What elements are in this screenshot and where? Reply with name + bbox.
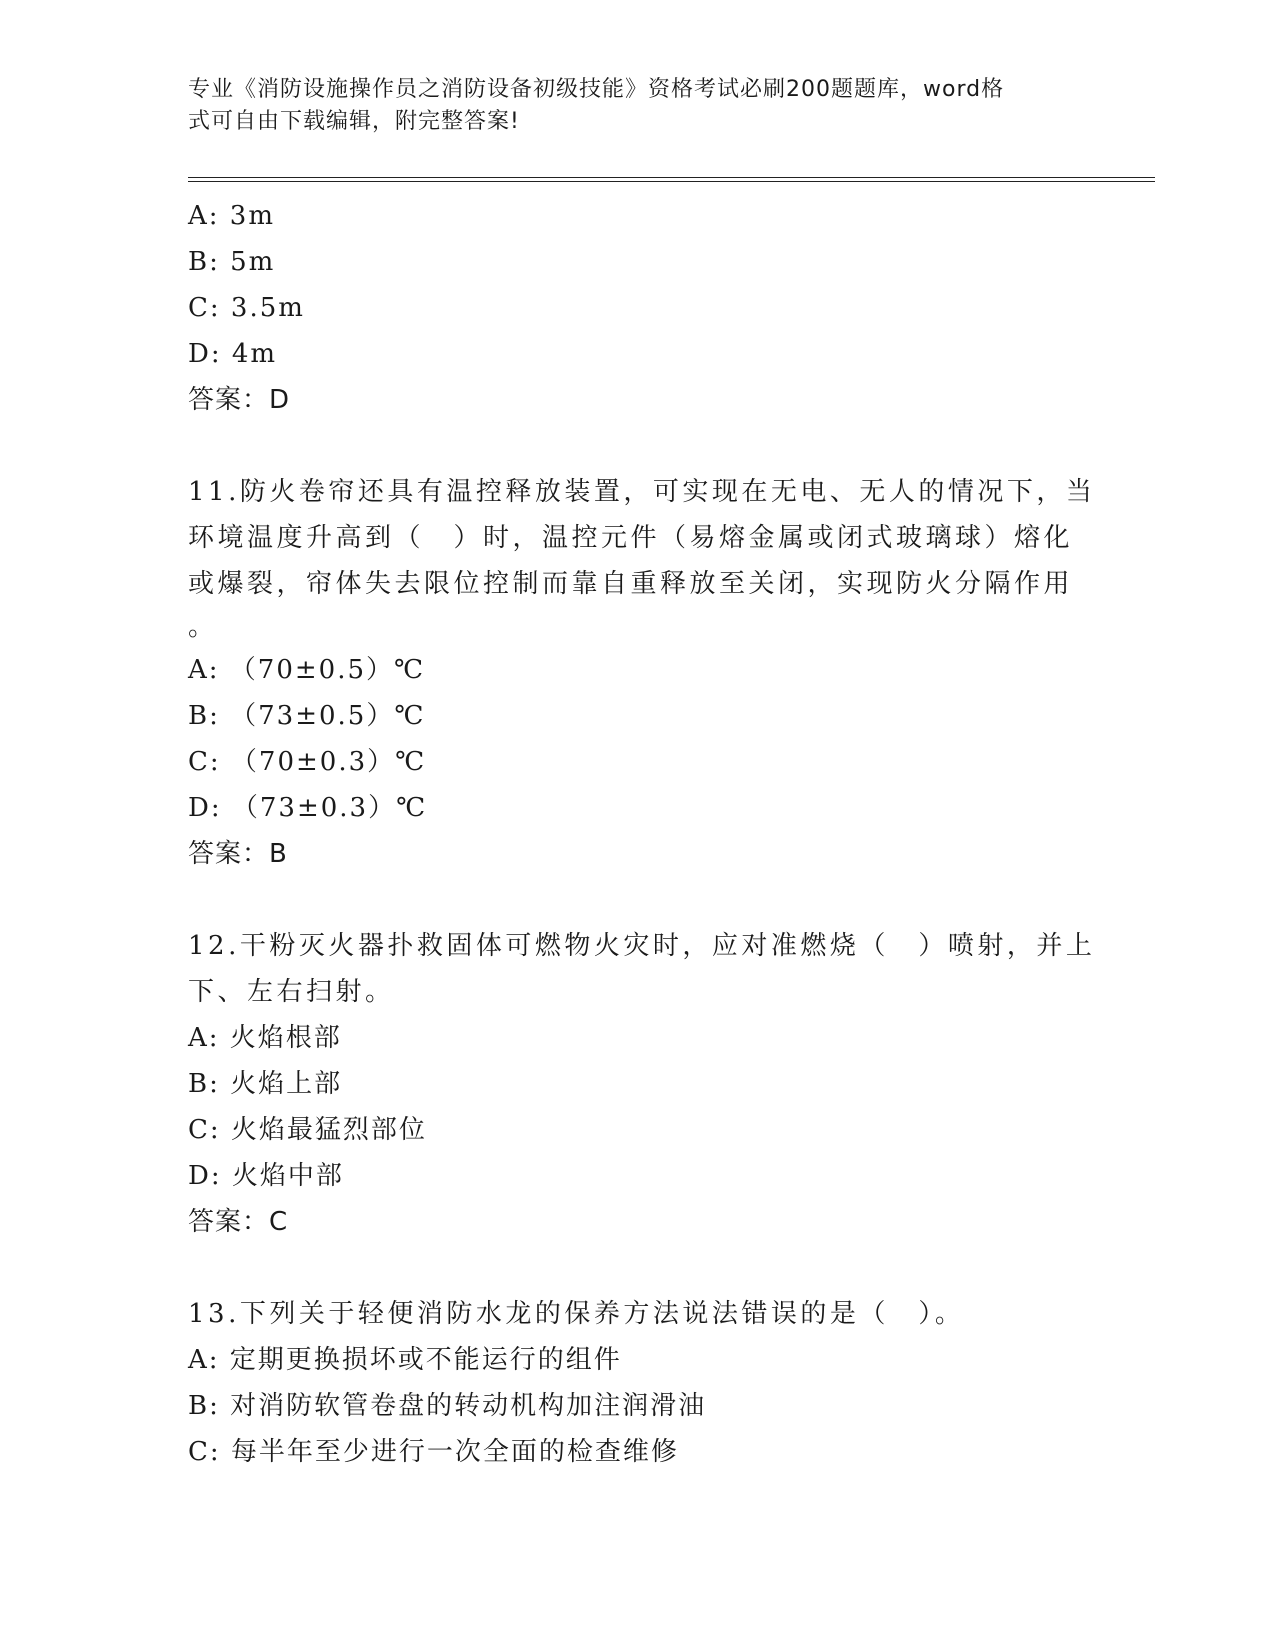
option-c: C: 3.5m	[188, 293, 305, 323]
question-block-11	[188, 469, 1096, 877]
spacer	[188, 1245, 1088, 1291]
question-text-line: 。	[188, 612, 218, 642]
option-b: B: 5m	[188, 247, 276, 277]
option-c: C: 每半年至少进行一次全面的检查维修	[188, 1437, 679, 1467]
spacer	[188, 877, 1088, 923]
header-line-1: 专业《消防设施操作员之消防设备初级技能》资格考试必刷200题题库，word格	[188, 77, 1005, 102]
header-line-2: 式可自由下载编辑，附完整答案!	[188, 109, 520, 134]
question-text-line: 12.干粉灭火器扑救固体可燃物火灾时，应对准燃烧（ ）喷射，并上	[188, 931, 1096, 961]
option-b: B: 火焰上部	[188, 1069, 343, 1099]
option-a: A: 火焰根部	[188, 1023, 342, 1053]
question-block-12	[188, 923, 1096, 1245]
answer-line: 答案：C	[188, 1207, 289, 1237]
document-header	[188, 74, 1068, 138]
option-b: B: 对消防软管卷盘的转动机构加注润滑油	[188, 1391, 707, 1421]
question-text-line: 下、左右扫射。	[188, 977, 395, 1007]
question-text-line: 11.防火卷帘还具有温控释放装置，可实现在无电、无人的情况下，当	[188, 477, 1096, 507]
option-c: C: 火焰最猛烈部位	[188, 1115, 427, 1145]
option-d: D: （73±0.3）℃	[188, 793, 428, 823]
option-d: D: 4m	[188, 339, 278, 369]
question-text-line: 环境温度升高到（ ）时，温控元件（易熔金属或闭式玻璃球）熔化	[188, 523, 1074, 553]
option-a: A: 3m	[188, 201, 275, 231]
question-list	[188, 193, 1096, 1475]
question-text-line: 13.下列关于轻便消防水龙的保养方法说法错误的是（ ）。	[188, 1299, 965, 1329]
answer-line: 答案：D	[188, 385, 291, 415]
header-divider-top	[188, 177, 1155, 178]
option-a: A: （70±0.5）℃	[188, 655, 426, 685]
header-divider-bottom	[188, 181, 1155, 182]
option-a: A: 定期更换损坏或不能运行的组件	[188, 1345, 622, 1375]
option-c: C: （70±0.3）℃	[188, 747, 427, 777]
question-block-13	[188, 1291, 1088, 1475]
option-b: B: （73±0.5）℃	[188, 701, 426, 731]
answer-line: 答案：B	[188, 839, 288, 869]
spacer	[188, 423, 1088, 469]
question-text-line: 或爆裂，帘体失去限位控制而靠自重释放至关闭，实现防火分隔作用	[188, 569, 1074, 599]
question-block-10	[188, 193, 1088, 423]
option-d: D: 火焰中部	[188, 1161, 344, 1191]
